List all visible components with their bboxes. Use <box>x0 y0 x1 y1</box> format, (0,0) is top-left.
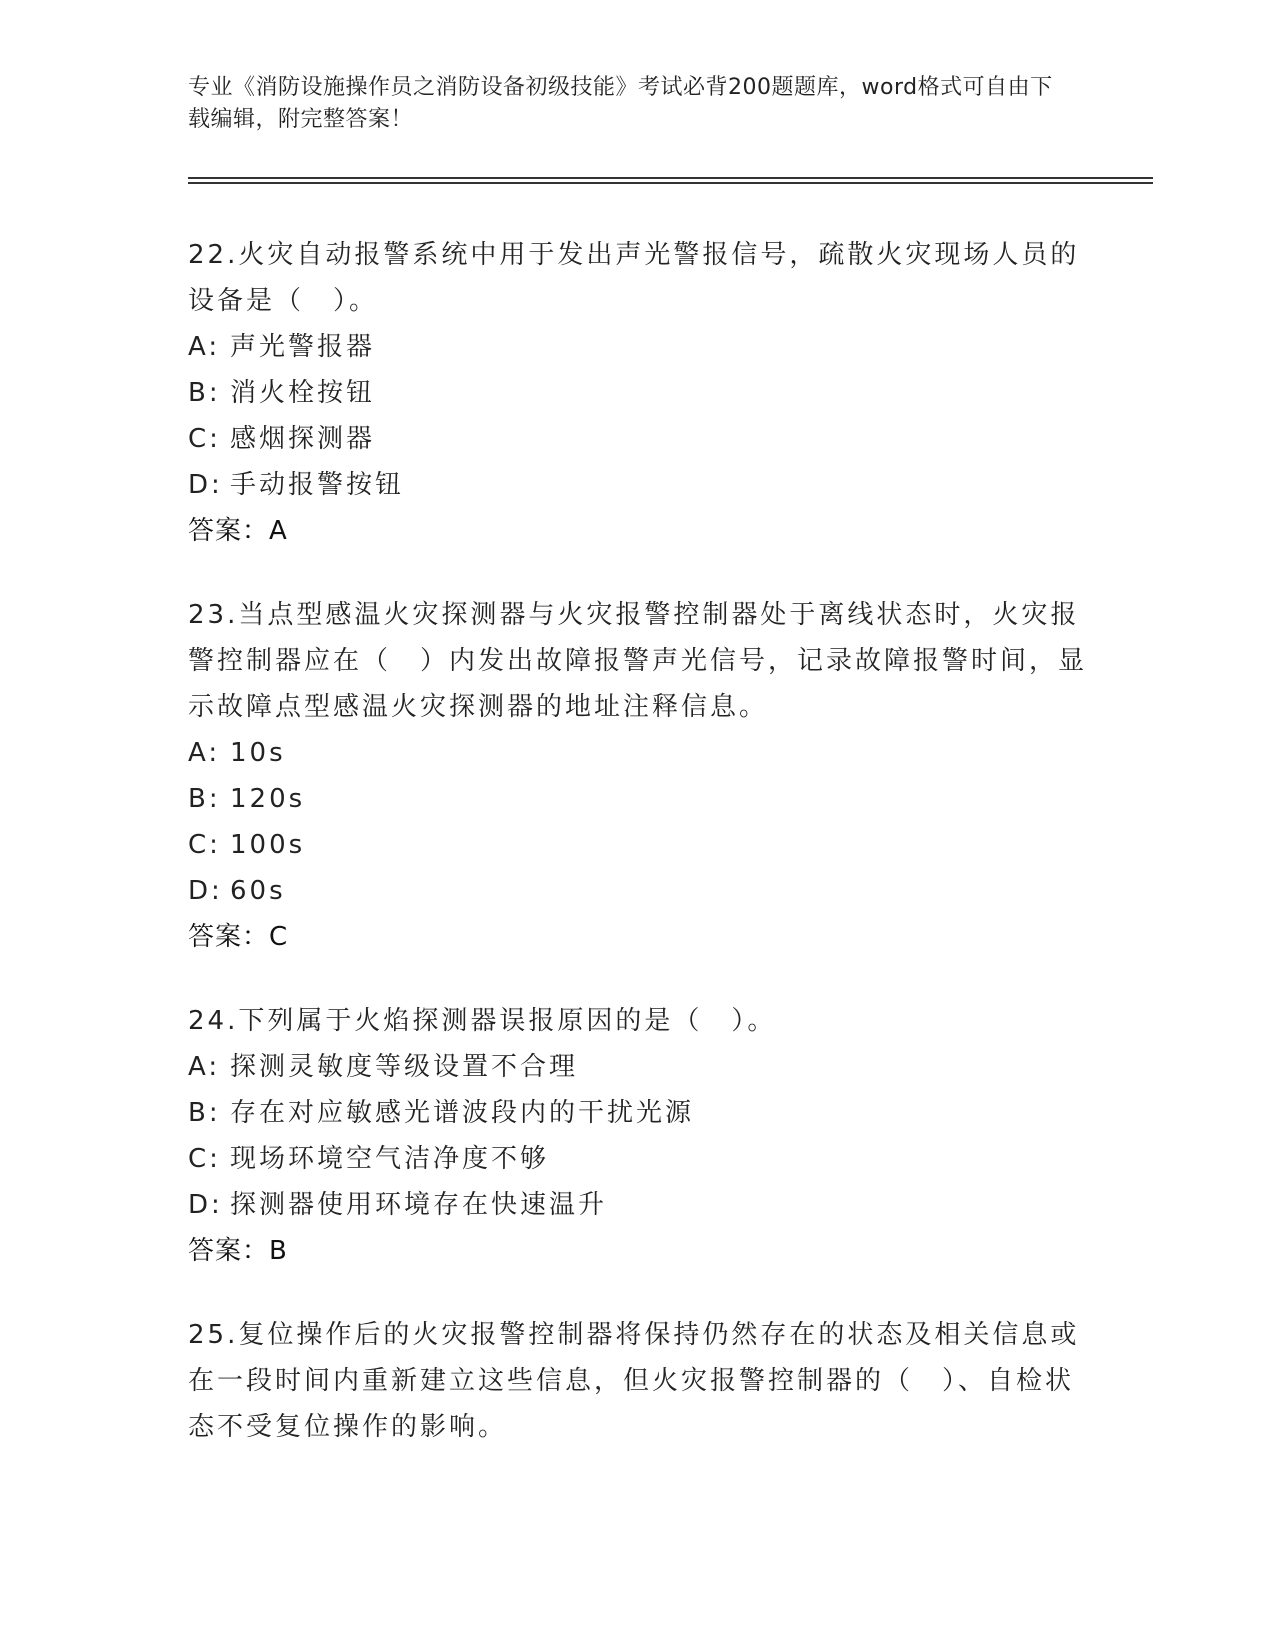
option-c <box>188 822 1088 868</box>
answer-label: 答案： <box>188 922 270 952</box>
option-a <box>188 1044 1088 1090</box>
option-letter: D: <box>188 1190 223 1220</box>
question-22 <box>188 232 1088 554</box>
option-letter: C: <box>188 830 221 860</box>
option-text: 60s <box>230 876 286 906</box>
answer-value: A <box>269 516 287 546</box>
option-letter: B: <box>188 784 221 814</box>
option-letter: C: <box>188 424 221 454</box>
option-text: 感烟探测器 <box>230 424 376 454</box>
option-text: 消火栓按钮 <box>230 378 376 408</box>
option-text: 探测器使用环境存在快速温升 <box>230 1190 608 1220</box>
answer-value: C <box>269 922 288 952</box>
option-a <box>188 324 1088 370</box>
answer-line <box>188 1228 1088 1274</box>
option-letter: C: <box>188 1144 221 1174</box>
option-c <box>188 416 1088 462</box>
option-letter: A: <box>188 332 221 362</box>
option-letter: B: <box>188 1098 221 1128</box>
question-text: 25.复位操作后的火灾报警控制器将保持仍然存在的状态及相关信息或在一段时间内重新建立这些信息，但火灾报警控制器的（ ）、自检状态不受复位操作的影响。 <box>188 1320 1080 1442</box>
header-divider-bottom <box>188 182 1153 184</box>
option-b <box>188 1090 1088 1136</box>
option-d <box>188 462 1088 508</box>
document-header: 专业《消防设施操作员之消防设备初级技能》考试必背200题题库，word格式可自由下载编辑，附完整答案！ <box>188 75 1053 132</box>
option-letter: D: <box>188 470 223 500</box>
question-text: 24.下列属于火焰探测器误报原因的是（ ）。 <box>188 1006 777 1036</box>
option-text: 探测灵敏度等级设置不合理 <box>230 1052 579 1082</box>
question-25 <box>188 1312 1088 1450</box>
option-d <box>188 868 1088 914</box>
header-divider-top <box>188 177 1153 179</box>
option-letter: A: <box>188 738 221 768</box>
answer-line <box>188 508 1088 554</box>
option-d <box>188 1182 1088 1228</box>
option-b <box>188 370 1088 416</box>
option-c <box>188 1136 1088 1182</box>
option-letter: B: <box>188 378 221 408</box>
option-b <box>188 776 1088 822</box>
option-text: 手动报警按钮 <box>230 470 405 500</box>
question-text: 22.火灾自动报警系统中用于发出声光警报信号，疏散火灾现场人员的设备是（ ）。 <box>188 240 1080 316</box>
option-a <box>188 730 1088 776</box>
answer-value: B <box>269 1236 287 1266</box>
question-list <box>188 232 1088 1488</box>
option-text: 声光警报器 <box>230 332 376 362</box>
answer-label: 答案： <box>188 1236 270 1266</box>
option-text: 现场环境空气洁净度不够 <box>230 1144 550 1174</box>
option-text: 存在对应敏感光谱波段内的干扰光源 <box>230 1098 695 1128</box>
option-text: 10s <box>230 738 286 768</box>
answer-line <box>188 914 1088 960</box>
answer-label: 答案： <box>188 516 270 546</box>
question-text: 23.当点型感温火灾探测器与火灾报警控制器处于离线状态时，火灾报警控制器应在（ ）内发出故障报警声光信号，记录故障报警时间，显示故障点型感温火灾探测器的地址注释信息。 <box>188 600 1088 722</box>
option-text: 120s <box>230 784 306 814</box>
question-23 <box>188 592 1088 960</box>
option-text: 100s <box>230 830 306 860</box>
question-24 <box>188 998 1088 1274</box>
option-letter: A: <box>188 1052 221 1082</box>
option-letter: D: <box>188 876 223 906</box>
